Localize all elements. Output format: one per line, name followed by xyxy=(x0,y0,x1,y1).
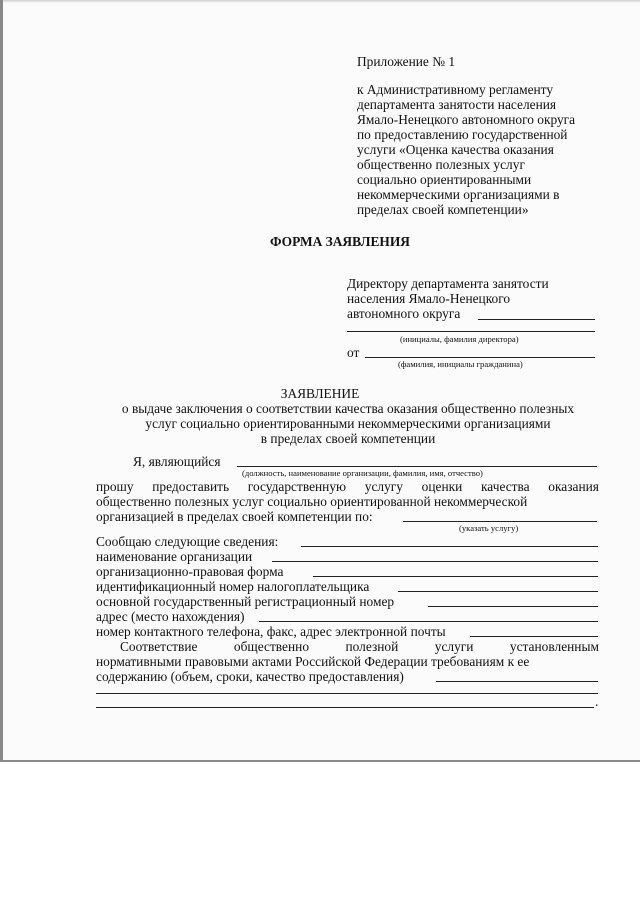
field-label: адрес (место нахождения) xyxy=(96,609,245,624)
scan-top-shadow xyxy=(0,0,640,3)
compliance-line: содержанию (объем, сроки, качество предоставления) xyxy=(96,669,404,684)
appendix-line: к Административному регламенту xyxy=(357,82,554,97)
field-label: идентификационный номер налогоплательщика xyxy=(96,579,370,594)
word: качества xyxy=(481,479,530,494)
statement-title: ЗАЯВЛЕНИЕ xyxy=(280,386,360,401)
appendix-line: пределах своей компетенции» xyxy=(357,202,529,217)
word: оказания xyxy=(548,479,599,494)
field-label: основной государственный регистрационный номер xyxy=(96,594,395,609)
word: установленным xyxy=(509,639,599,654)
compliance-field-3[interactable] xyxy=(96,707,594,708)
applicant-hint: (должность, наименование организации, фамилия, имя, отчество) xyxy=(242,468,483,478)
scan-bottom-edge xyxy=(0,760,640,762)
statement-subtitle: услуг социально ориентированными некоммерческими организациями xyxy=(145,416,551,431)
field-label: номер контактного телефона, факс, адрес электронной почты xyxy=(96,624,446,639)
body-line: организацией в пределах своей компетенции по: xyxy=(96,509,373,524)
info-intro: Сообщаю следующие сведения: xyxy=(96,534,279,549)
citizen-hint: (фамилия, инициалы гражданина) xyxy=(398,359,523,369)
compliance-field-2[interactable] xyxy=(96,693,598,694)
word: оценки xyxy=(421,479,463,494)
service-hint: (указать услугу) xyxy=(459,523,519,533)
organization-name-field[interactable] xyxy=(272,561,598,562)
compliance-line xyxy=(120,639,599,654)
inn-field[interactable] xyxy=(398,591,598,592)
director-name-field-2[interactable] xyxy=(347,331,595,332)
addressee-line: Директору департамента занятости xyxy=(347,276,549,291)
addressee-line: населения Ямало-Ненецкого xyxy=(347,291,511,306)
compliance-field[interactable] xyxy=(436,681,598,682)
field-label: наименование организации xyxy=(96,549,253,564)
applicant-field[interactable] xyxy=(237,466,597,467)
addressee-line: автономного округа xyxy=(347,306,461,321)
scan-left-edge xyxy=(0,0,3,762)
body-line: общественно полезных услуг социально ориентированной некоммерческой xyxy=(96,494,528,509)
field-label: организационно-правовая форма xyxy=(96,564,284,579)
appendix-title: Приложение № 1 xyxy=(357,54,456,69)
director-hint: (инициалы, фамилия директора) xyxy=(400,334,519,344)
end-period: . xyxy=(595,694,599,709)
word: прошу xyxy=(96,479,134,494)
appendix-line: Ямало-Ненецкого автономного округа xyxy=(357,112,576,127)
appendix-line: департамента занятости населения xyxy=(357,97,557,112)
word: услугу xyxy=(364,479,403,494)
compliance-line: нормативными правовыми актами Российской Федерации требованиям к ее xyxy=(96,654,530,669)
ogrn-field[interactable] xyxy=(428,606,598,607)
request-line xyxy=(96,479,599,494)
appendix-line: услуги «Оценка качества оказания xyxy=(357,142,554,157)
word: полезной xyxy=(345,639,399,654)
statement-subtitle: в пределах своей компетенции xyxy=(260,431,436,446)
from-label: от xyxy=(347,345,360,360)
word: общественно xyxy=(233,639,310,654)
contacts-field[interactable] xyxy=(470,636,598,637)
legal-form-field[interactable] xyxy=(313,576,598,577)
appendix-line: по предоставлению государственной xyxy=(357,127,568,142)
appendix-line: некоммерческими организациями в xyxy=(357,187,560,202)
word: Соответствие xyxy=(120,639,198,654)
director-name-field[interactable] xyxy=(478,319,595,320)
word: государственную xyxy=(247,479,347,494)
form-title: ФОРМА ЗАЯВЛЕНИЯ xyxy=(270,234,410,249)
appendix-line: общественно полезных услуг xyxy=(357,157,525,172)
word: услуги xyxy=(434,639,474,654)
word: предоставить xyxy=(152,479,230,494)
i-am-label: Я, являющийся xyxy=(133,454,221,469)
info-intro-field[interactable] xyxy=(301,546,598,547)
address-field[interactable] xyxy=(259,621,598,622)
service-field[interactable] xyxy=(403,521,597,522)
appendix-line: социально ориентированными xyxy=(357,172,532,187)
statement-subtitle: о выдаче заключения о соответствии качества оказания общественно полезных xyxy=(121,401,575,416)
citizen-name-field[interactable] xyxy=(365,357,595,358)
